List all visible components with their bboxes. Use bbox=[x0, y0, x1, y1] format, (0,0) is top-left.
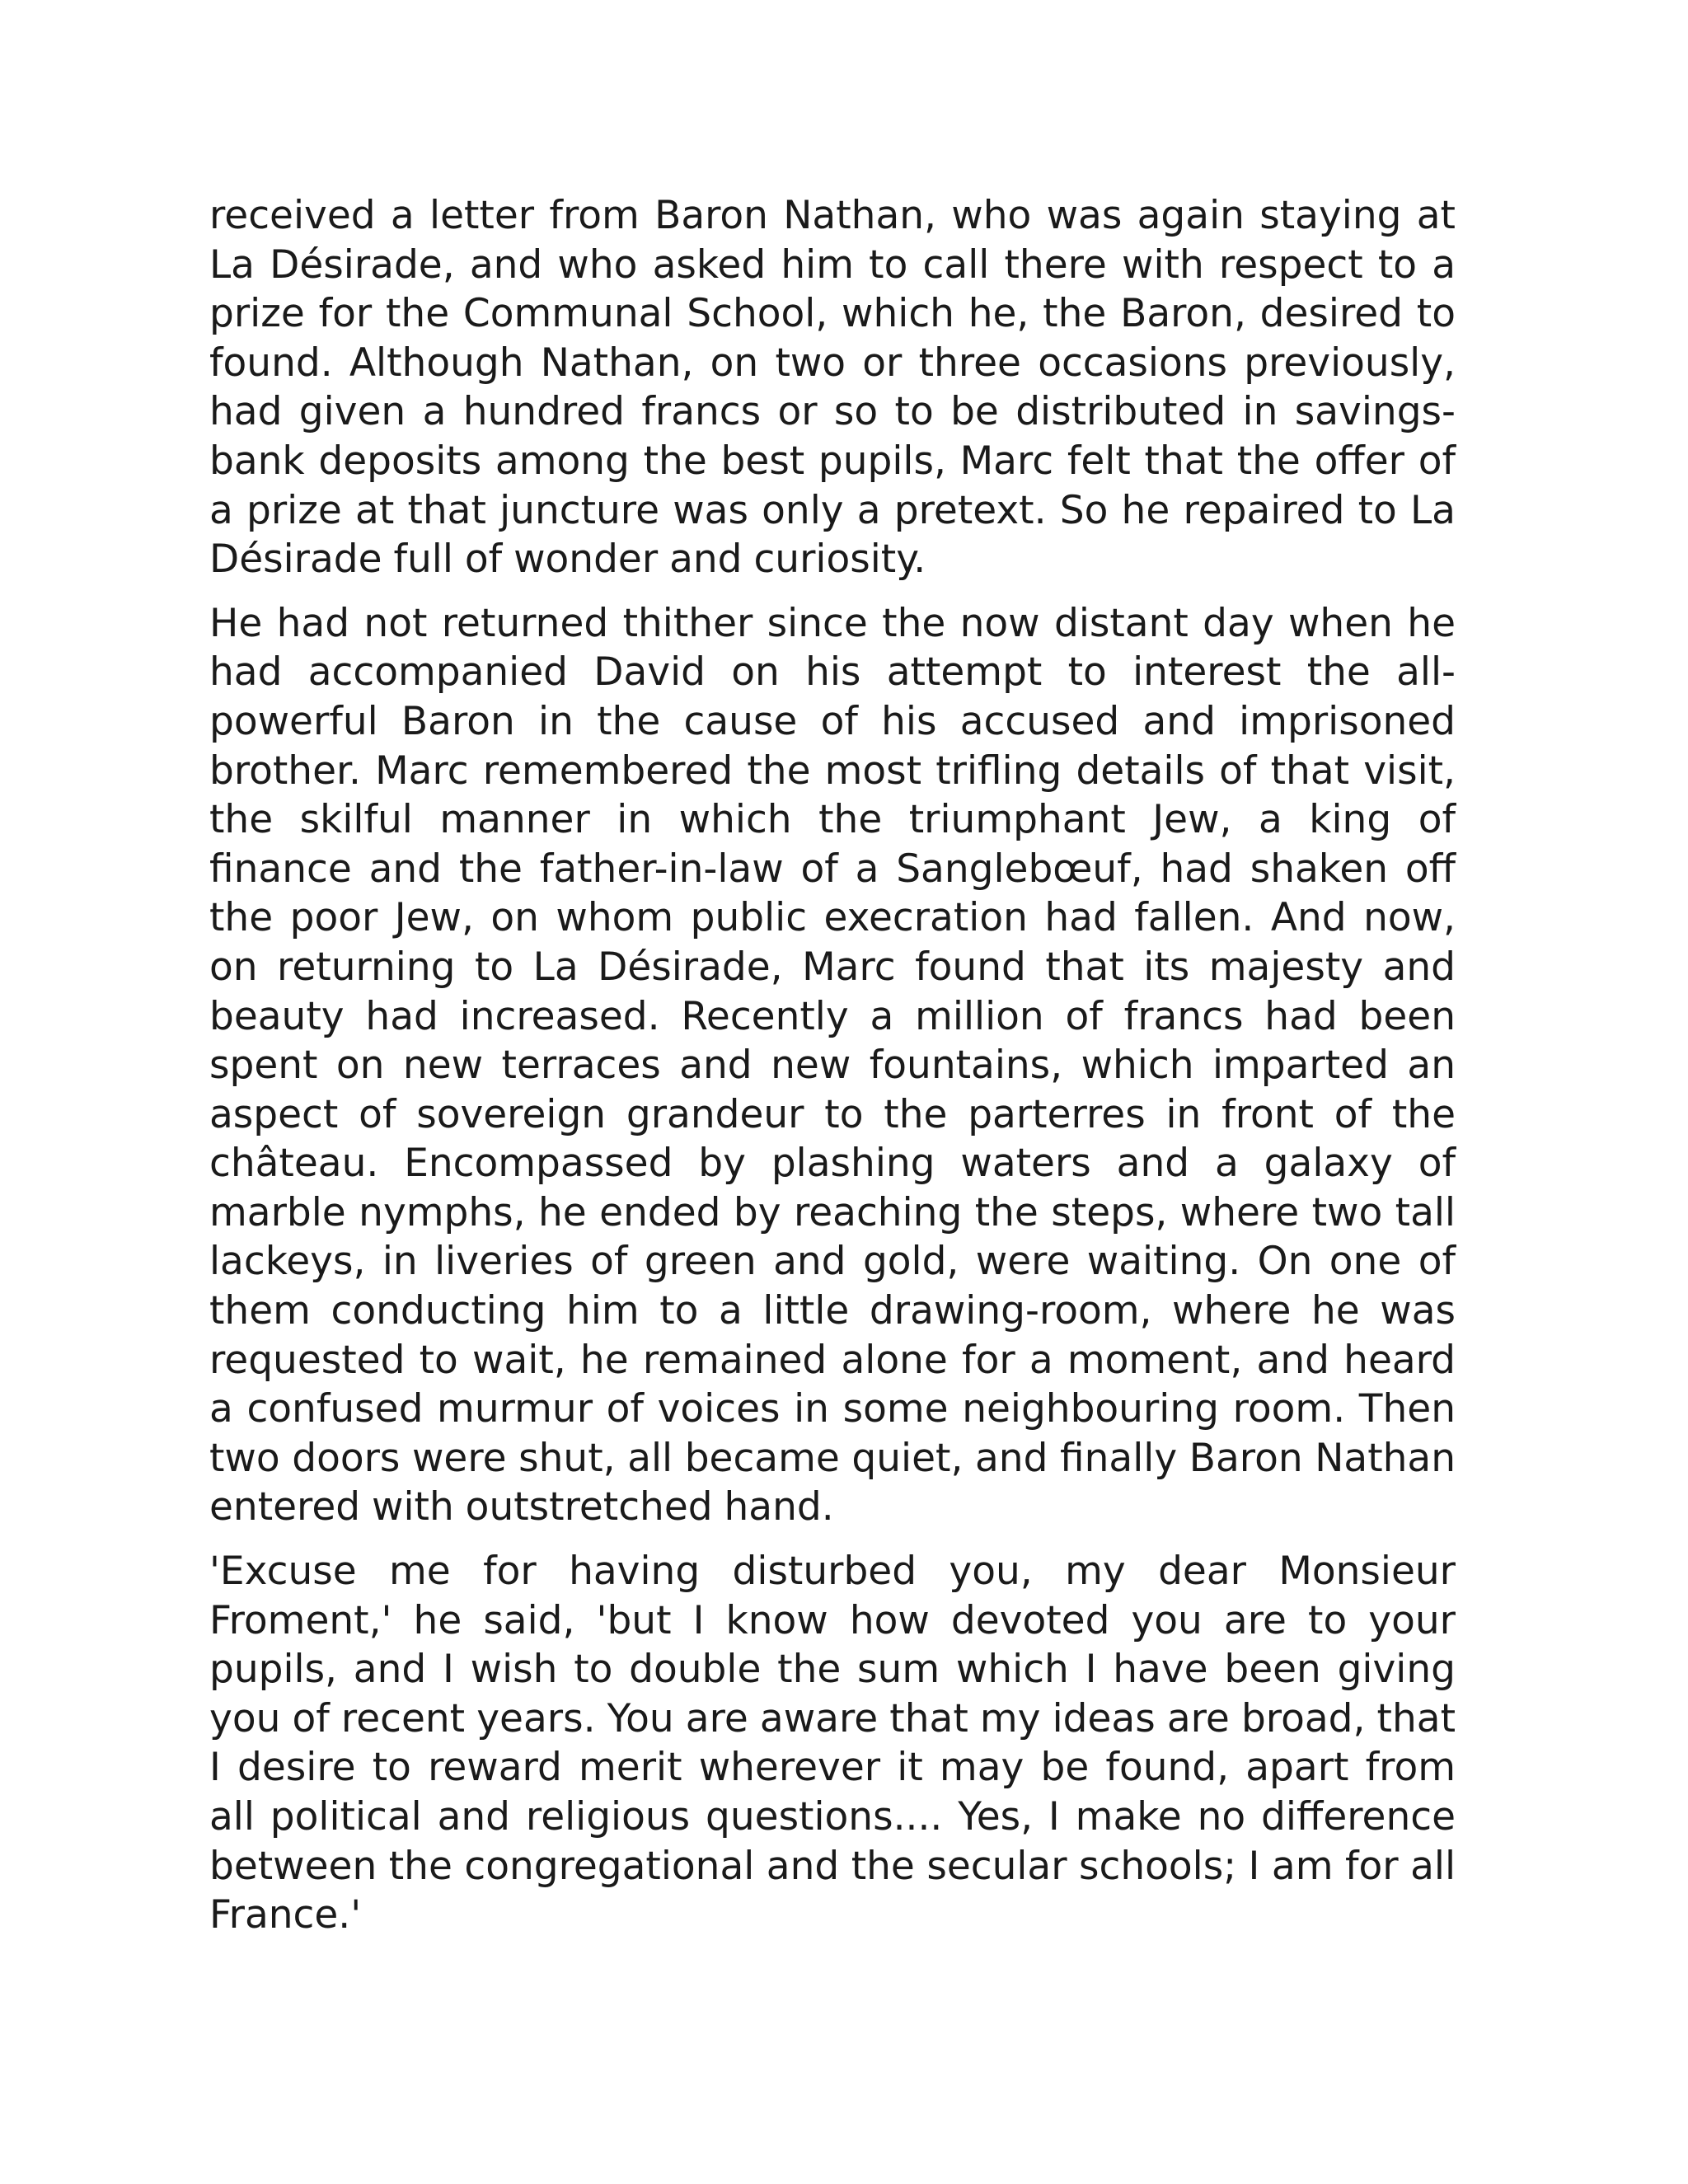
body-text bbox=[209, 191, 1456, 1955]
paragraph-1: received a letter from Baron Nathan, who was again staying at La Désirade, and who asked him to call there with respect to a prize for the Communal School, which he, the Baron, desired to found. Although Nathan, on two or three occasions previously, had given a hundred francs or so to be distributed in savings-bank deposits among the best pupils, Marc felt that the offer of a prize at that juncture was only a pretext. So he repaired to La Désirade full of wonder and curiosity. bbox=[209, 193, 1456, 583]
paragraph-2: He had not returned thither since the now distant day when he had accompanied David on his attempt to interest the all-powerful Baron in the cause of his accused and imprisoned brother. Marc remembered the most trifling details of that visit, the skilful manner in which the triumphant Jew, a king of finance and the father-in-law of a Sanglebœuf, had shaken off the poor Jew, on whom public execration had fallen. And now, on returning to La Désirade, Marc found that its majesty and beauty had increased. Recently a million of francs had been spent on new terraces and new fountains, which imparted an aspect of sovereign grandeur to the parterres in front of the château. Encompassed by plashing waters and a galaxy of marble nymphs, he ended by reaching the steps, where two tall lackeys, in liveries of green and gold, were waiting. On one of them conducting him to a little drawing-room, where he was requested to wait, he remained alone for a moment, and heard a confused murmur of voices in some neighbouring room. Then two doors were shut, all became quiet, and finally Baron Nathan entered with outstretched hand. bbox=[209, 600, 1456, 1530]
paragraph-3: 'Excuse me for having disturbed you, my dear Monsieur Froment,' he said, 'but I know how devoted you are to your pupils, and I wish to double the sum which I have been giving you of recent years. You are aware that my ideas are broad, that I desire to reward merit wherever it may be found, apart from all political and religious questions.... Yes, I make no difference between the congregational and the secular schools; I am for all France.' bbox=[209, 1549, 1456, 1938]
